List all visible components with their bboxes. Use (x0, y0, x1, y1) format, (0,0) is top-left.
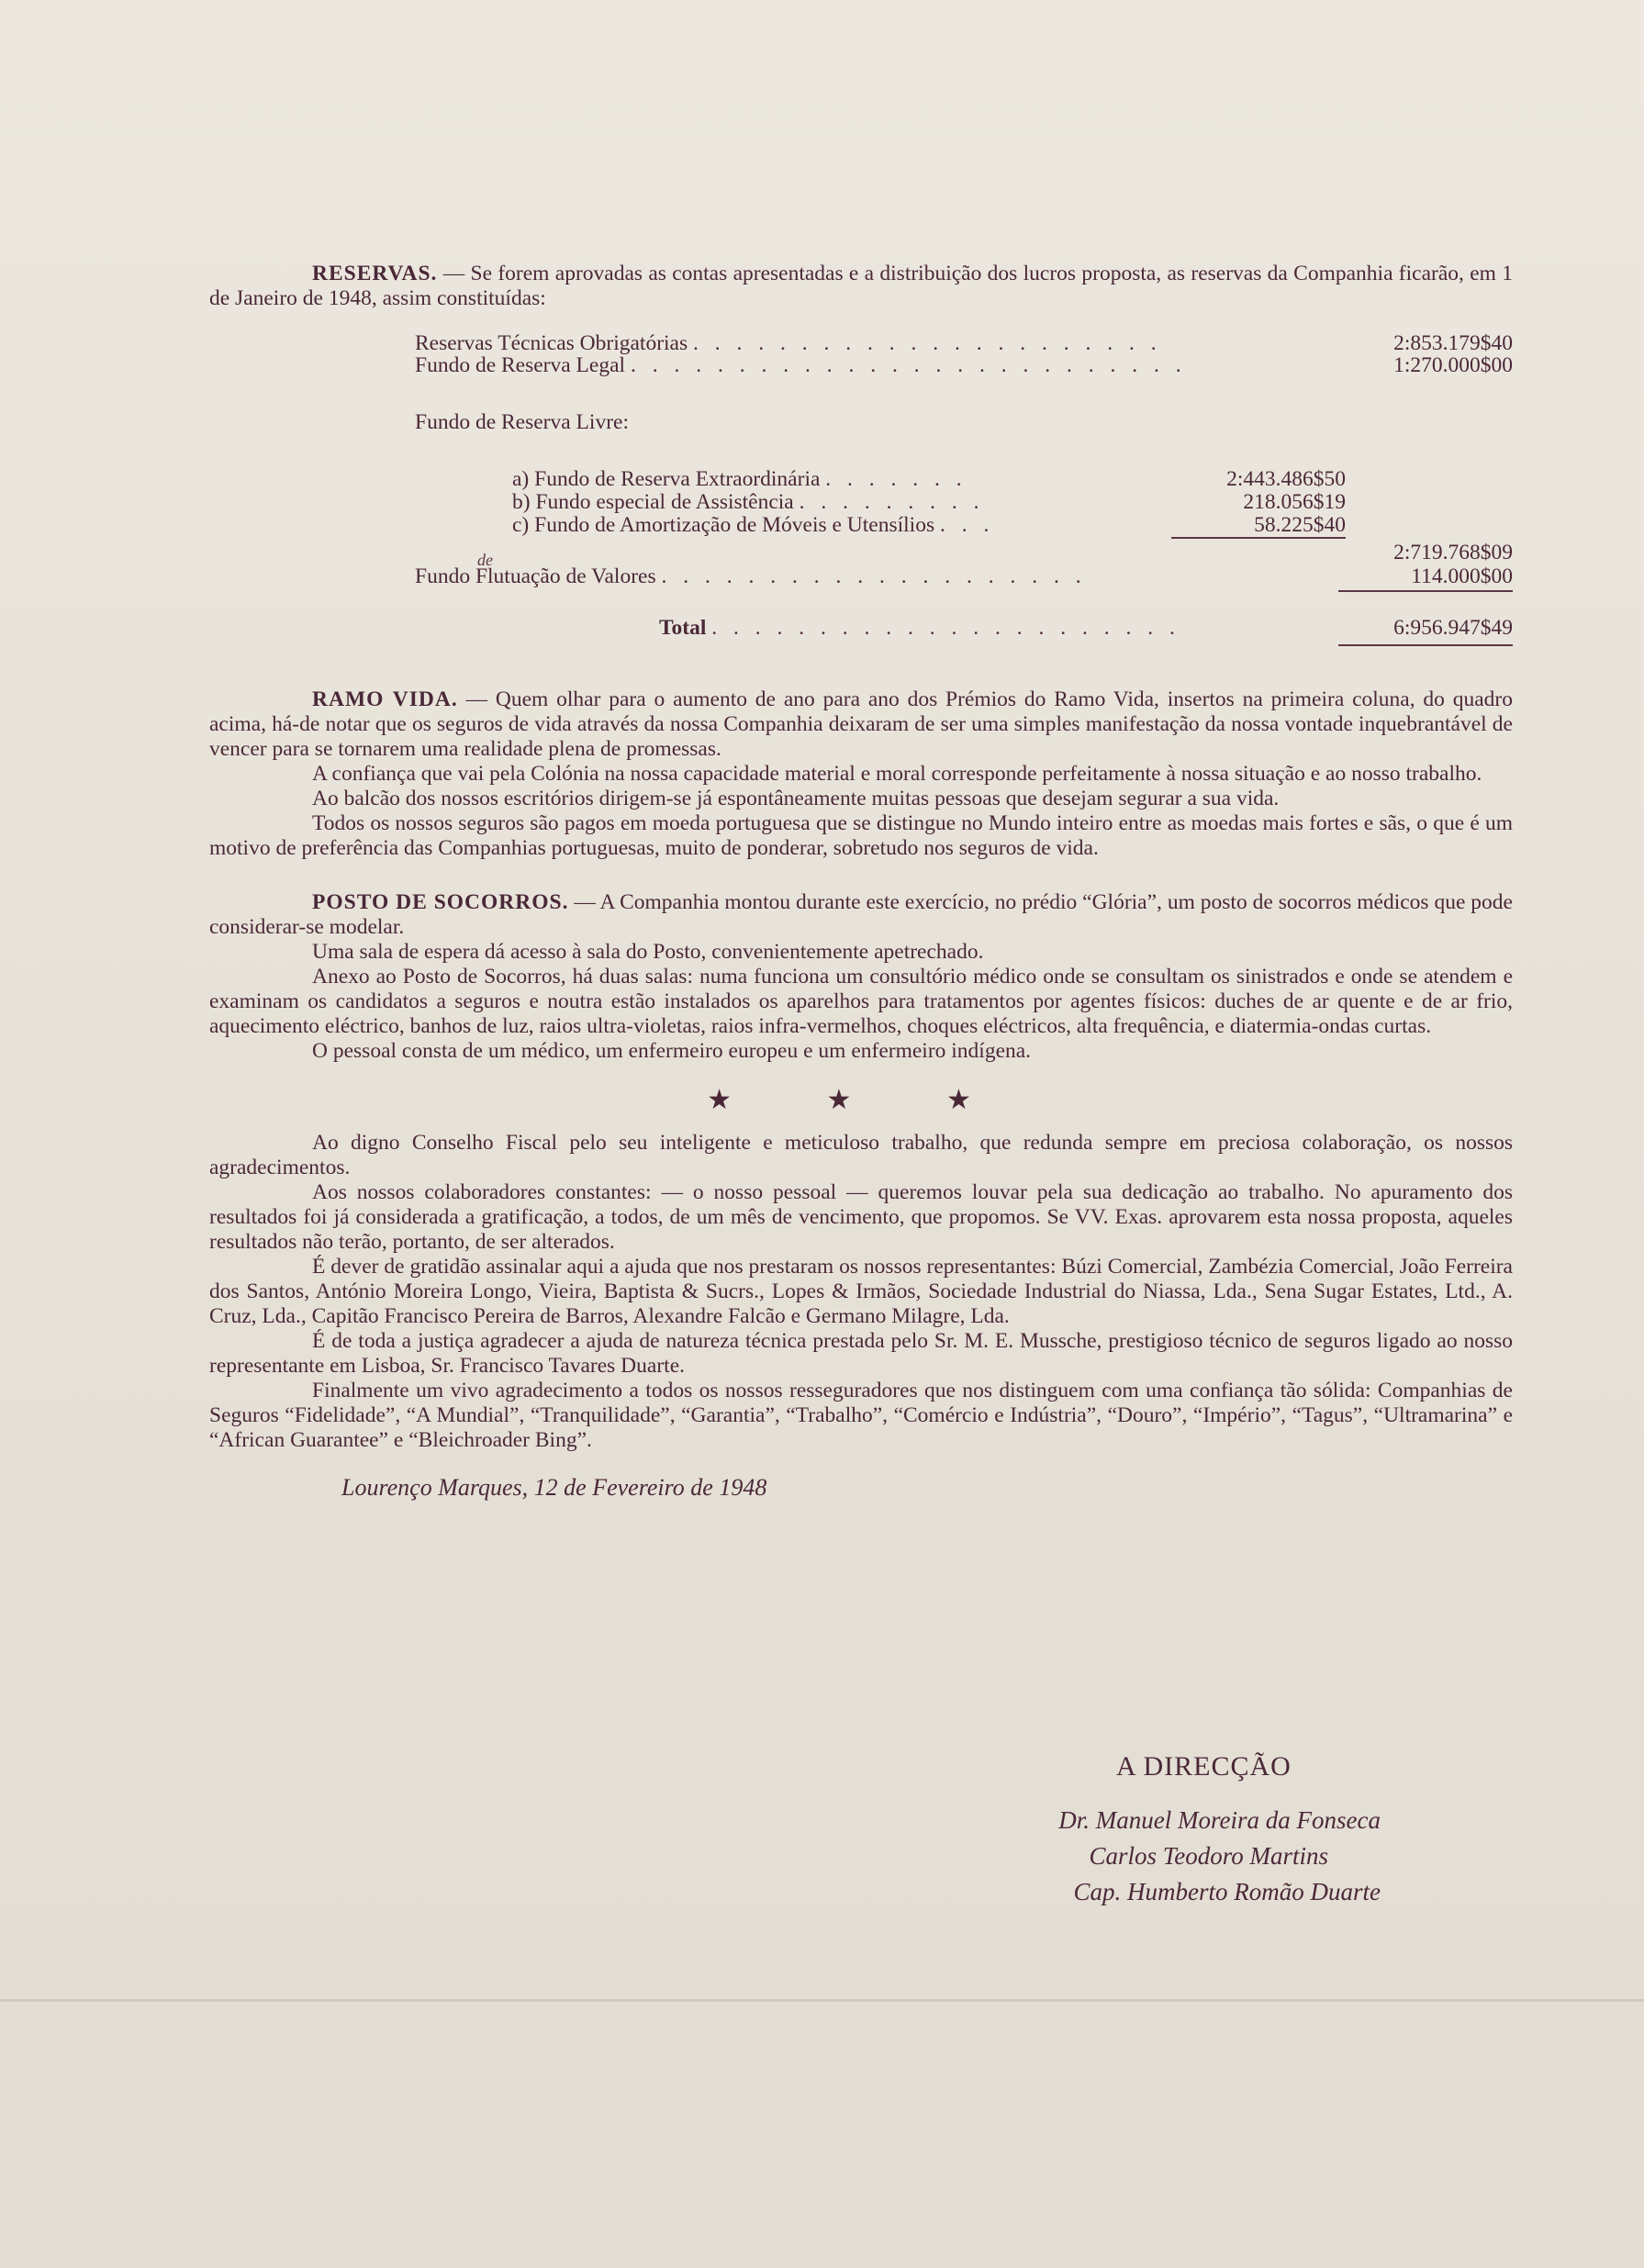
leader-dots: . . . . . . . . . . . . . . . . . . . . . . . . . . (630, 353, 1187, 377)
closing-paragraph: É dever de gratidão assinalar aqui a ajuda que nos prestaram os nossos representantes: Búzi Comercial, Zambézia Comercial, João Ferreira dos Santos, António Moreira Longo, Vieira, Baptista & Sucrs., Lopes & Irmãos, Sociedade Industrial do Niassa, Lda., Sena Sugar Estates, Ltd., A. Cruz, Lda., Capitão Francisco Pereira de Barros, Alexandre Falcão e Germano Milagre, Lda. (209, 1255, 1513, 1328)
row-label: Fundo Flutuação de Valores (415, 564, 656, 588)
paragraph-text: — Quem olhar para o aumento de ano para ano dos Prémios do Ramo Vida, insertos na primeira coluna, do quadro acima, há-de notar que os seguros de vida através da nossa Companhia deixaram de ser uma simples manifestação da nossa vontade inquebrantável de vencer para se tornarem uma realidade plena de promessas. (209, 687, 1513, 761)
row-label: c) Fundo de Amortização de Móveis e Utensílios (512, 513, 935, 537)
flutuacao-row (415, 564, 1087, 589)
leader-dots: . . . . . . . (825, 467, 967, 491)
reservas-value: 2:853.179$40 (1393, 331, 1513, 355)
ramo-vida-paragraph: A confiança que vai pela Colónia na nossa capacidade material e moral corresponde perfeitamente à nossa situação e ao nosso trabalho. (312, 762, 1482, 786)
section-separator-stars: ★ ★ ★ (707, 1085, 1015, 1115)
posto-paragraph: O pessoal consta de um médico, um enfermeiro europeu e um enfermeiro indígena. (312, 1039, 1032, 1063)
ramo-vida-paragraph (209, 687, 1513, 762)
row-label: Reservas Técnicas Obrigatórias (415, 331, 688, 355)
ramo-vida-paragraph: Todos os nossos seguros são pagos em moeda portuguesa que se distingue no Mundo inteiro entre as moedas mais fortes e sãs, o que é um motivo de preferência das Companhias portuguesas, muito de ponderar, sobretudo nos seguros de vida. (209, 811, 1513, 860)
livre-subtotal: 2:719.768$09 (1393, 541, 1513, 564)
paragraph-text: — A Companhia montou durante este exercício, no prédio “Glória”, um posto de socorros médicos que pode considerar-se modelar. (209, 890, 1513, 939)
total-rule-bottom (1338, 644, 1513, 646)
subtotal-rule (1171, 537, 1346, 539)
livre-row (512, 467, 967, 492)
reservas-value: 1:270.000$00 (1393, 353, 1513, 377)
livre-row (512, 490, 985, 515)
livre-value: 2:443.486$50 (1226, 467, 1346, 491)
total-row (659, 616, 1180, 641)
reservas-row (415, 331, 1162, 356)
signatory: Dr. Manuel Moreira da Fonseca (1058, 1806, 1381, 1834)
leader-dots: . . . . . . . . . (799, 490, 985, 514)
reservas-intro (209, 262, 1513, 311)
reservas-row (415, 353, 1187, 378)
direccao-heading: A DIRECÇÃO (1116, 1751, 1292, 1782)
livre-value: 58.225$40 (1254, 513, 1346, 537)
row-label: b) Fundo especial de Assistência (512, 490, 794, 514)
closing-paragraph: Ao digno Conselho Fiscal pelo seu inteligente e meticuloso trabalho, que redunda sempre em preciosa colaboração, os nossos agradecimentos. (209, 1131, 1513, 1179)
paper-fold-line (0, 1999, 1644, 2002)
leader-dots: . . . . . . . . . . . . . . . . . . . . . . (693, 331, 1162, 355)
ramo-vida-title: RAMO VIDA. (312, 687, 458, 711)
livre-heading: Fundo de Reserva Livre: (415, 410, 629, 434)
leader-dots: . . . . . . . . . . . . . . . . . . . . . . (711, 616, 1180, 640)
reservas-title: RESERVAS. (312, 262, 438, 285)
livre-value: 218.056$19 (1243, 490, 1346, 514)
leader-dots: . . . . . . . . . . . . . . . . . . . . (661, 564, 1087, 588)
place-date: Lourenço Marques, 12 de Fevereiro de 1948 (341, 1474, 767, 1501)
reservas-table (209, 311, 1513, 687)
reservas-intro-text: — Se forem aprovadas as contas apresentadas e a distribuição dos lucros proposta, as reservas da Companhia ficarão, em 1 de Janeiro de 1948, assim constituídas: (209, 262, 1513, 310)
posto-title: POSTO DE SOCORROS. (312, 890, 569, 914)
signatory: Cap. Humberto Romão Duarte (1073, 1878, 1381, 1905)
flutuacao-value: 114.000$00 (1411, 564, 1513, 588)
posto-paragraph (209, 890, 1513, 940)
leader-dots: . . . (939, 513, 995, 537)
livre-row (512, 513, 994, 538)
signatory: Carlos Teodoro Martins (1089, 1842, 1328, 1870)
closing-paragraph: É de toda a justiça agradecer a ajuda de natureza técnica prestada pelo Sr. M. E. Mussche, prestigioso técnico de seguros ligado ao nosso representante em Lisboa, Sr. Francisco Tavares Duarte. (209, 1329, 1513, 1378)
row-label: Fundo de Reserva Legal (415, 353, 626, 377)
closing-paragraph: Aos nossos colaboradores constantes: — o nosso pessoal — queremos louvar pela sua dedicação ao trabalho. No apuramento dos resultados foi já considerada a gratificação, a todos, de um mês de vencimento, que propomos. Se VV. Exas. aprovarem esta nossa proposta, aqueles resultados não terão, portanto, de ser alterados. (209, 1180, 1513, 1254)
total-rule-top (1338, 590, 1513, 592)
handwritten-correction: de (477, 551, 493, 569)
row-label: a) Fundo de Reserva Extraordinária (512, 467, 821, 491)
report-body (209, 262, 1513, 1500)
posto-paragraph: Uma sala de espera dá acesso à sala do Posto, convenientemente apetrechado. (312, 940, 984, 964)
posto-paragraph: Anexo ao Posto de Socorros, há duas salas: numa funciona um consultório médico onde se consultam os sinistrados e onde se atendem e examinam os candidatos a seguros e noutra estão instalados os aparelhos para tratamentos por agentes físicos: duches de ar quente e de ar frio, aquecimento eléctrico, banhos de luz, raios ultra-violetas, raios infra-vermelhos, choques eléctricos, alta frequência, e diatermia-ondas curtas. (209, 965, 1513, 1038)
closing-paragraph: Finalmente um vivo agradecimento a todos os nossos resseguradores que nos distinguem com uma confiança tão sólida: Companhias de Seguros “Fidelidade”, “A Mundial”, “Tranquilidade”, “Garantia”, “Trabalho”, “Comércio e Indústria”, “Douro”, “Império”, “Tagus”, “Ultramarina” e “African Guarantee” e “Bleichroader Bing”. (209, 1379, 1513, 1452)
row-label: Total (659, 616, 707, 640)
ramo-vida-paragraph: Ao balcão dos nossos escritórios dirigem-se já espontâneamente muitas pessoas que desejam segurar a sua vida. (312, 787, 1280, 810)
total-value: 6:956.947$49 (1393, 616, 1513, 640)
